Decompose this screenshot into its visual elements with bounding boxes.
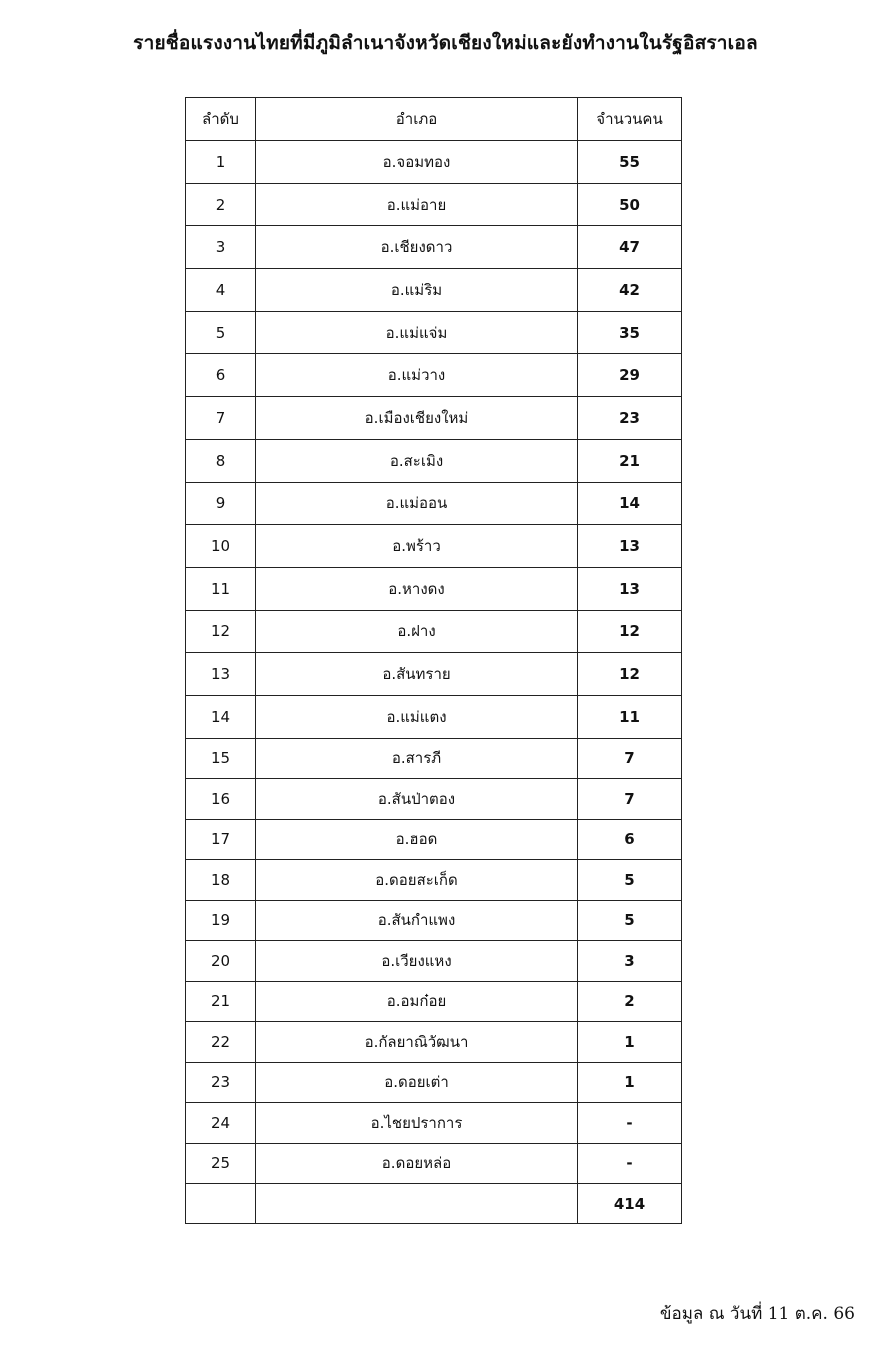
row-district: อ.เวียงแหง: [256, 941, 578, 982]
header-count: จำนวนคน: [578, 98, 682, 141]
table-row: [186, 819, 682, 860]
row-district: อ.สันทราย: [256, 653, 578, 696]
table-row: [186, 860, 682, 901]
row-district: อ.เชียงดาว: [256, 226, 578, 269]
row-number: 15: [186, 738, 256, 779]
row-number: 5: [186, 311, 256, 354]
row-number: 4: [186, 269, 256, 312]
row-number: 3: [186, 226, 256, 269]
row-district: อ.ดอยหล่อ: [256, 1143, 578, 1184]
table-row: [186, 397, 682, 440]
row-count: 2: [578, 981, 682, 1022]
row-number: 9: [186, 482, 256, 525]
row-district: อ.หางดง: [256, 567, 578, 610]
table-row: [186, 269, 682, 312]
row-district: อ.พร้าว: [256, 525, 578, 568]
row-district: อ.แม่แตง: [256, 695, 578, 738]
row-district: อ.ดอยสะเก็ด: [256, 860, 578, 901]
row-district: อ.อมก๋อย: [256, 981, 578, 1022]
row-number: 18: [186, 860, 256, 901]
row-count: 5: [578, 900, 682, 941]
row-count: 13: [578, 525, 682, 568]
row-number: 1: [186, 141, 256, 184]
table-row: [186, 1103, 682, 1144]
row-district: อ.ฝาง: [256, 610, 578, 653]
row-count: 1: [578, 1062, 682, 1103]
table-row: [186, 567, 682, 610]
row-count: 42: [578, 269, 682, 312]
table-row: [186, 525, 682, 568]
table-row: [186, 226, 682, 269]
row-count: 55: [578, 141, 682, 184]
total-row: [186, 1184, 682, 1224]
row-number: 10: [186, 525, 256, 568]
row-district: อ.แม่อาย: [256, 183, 578, 226]
row-number: 2: [186, 183, 256, 226]
row-count: 6: [578, 819, 682, 860]
row-count: 7: [578, 738, 682, 779]
table-row: [186, 311, 682, 354]
row-district: อ.แม่แจ่ม: [256, 311, 578, 354]
row-count: 50: [578, 183, 682, 226]
row-number: 19: [186, 900, 256, 941]
table-row: [186, 738, 682, 779]
row-count: 21: [578, 439, 682, 482]
row-count: -: [578, 1143, 682, 1184]
row-district: อ.แม่ริม: [256, 269, 578, 312]
row-number: 22: [186, 1022, 256, 1063]
row-district: อ.สันป่าตอง: [256, 779, 578, 820]
row-count: 35: [578, 311, 682, 354]
row-count: 7: [578, 779, 682, 820]
row-district: อ.เมืองเชียงใหม่: [256, 397, 578, 440]
row-district: อ.ดอยเต่า: [256, 1062, 578, 1103]
row-count: 12: [578, 610, 682, 653]
row-number: 12: [186, 610, 256, 653]
row-number: 8: [186, 439, 256, 482]
table-row: [186, 183, 682, 226]
row-district: อ.แม่วาง: [256, 354, 578, 397]
row-district: อ.ไชยปราการ: [256, 1103, 578, 1144]
row-number: 17: [186, 819, 256, 860]
row-district: อ.แม่ออน: [256, 482, 578, 525]
row-number: 21: [186, 981, 256, 1022]
row-number: 24: [186, 1103, 256, 1144]
row-number: 16: [186, 779, 256, 820]
row-count: 47: [578, 226, 682, 269]
data-date-note: ข้อมูล ณ วันที่ 11 ต.ค. 66: [659, 1304, 855, 1324]
header-no: ลำดับ: [186, 98, 256, 141]
row-number: 14: [186, 695, 256, 738]
table-header-row: [186, 98, 682, 141]
row-number: 23: [186, 1062, 256, 1103]
table-row: [186, 900, 682, 941]
table-row: [186, 653, 682, 696]
row-number: 25: [186, 1143, 256, 1184]
document-title: รายชื่อแรงงานไทยที่มีภูมิลำเนาจังหวัดเชียงใหม่และยังทำงานในรัฐอิสราเอล: [133, 32, 758, 54]
table-row: [186, 941, 682, 982]
row-count: 23: [578, 397, 682, 440]
table-row: [186, 354, 682, 397]
table-row: [186, 1062, 682, 1103]
row-count: 5: [578, 860, 682, 901]
row-count: 29: [578, 354, 682, 397]
row-number: 7: [186, 397, 256, 440]
table-row: [186, 779, 682, 820]
total-empty-cell: [256, 1184, 578, 1224]
header-district: อำเภอ: [256, 98, 578, 141]
row-district: อ.กัลยาณิวัฒนา: [256, 1022, 578, 1063]
row-number: 20: [186, 941, 256, 982]
row-district: อ.ฮอด: [256, 819, 578, 860]
row-district: อ.จอมทอง: [256, 141, 578, 184]
table-row: [186, 1022, 682, 1063]
row-count: 13: [578, 567, 682, 610]
row-number: 6: [186, 354, 256, 397]
row-count: 14: [578, 482, 682, 525]
table-row: [186, 981, 682, 1022]
table-row: [186, 695, 682, 738]
row-count: 3: [578, 941, 682, 982]
row-district: อ.สะเมิง: [256, 439, 578, 482]
row-count: 12: [578, 653, 682, 696]
row-district: อ.สันกำแพง: [256, 900, 578, 941]
district-worker-table: [185, 97, 682, 1224]
row-district: อ.สารภี: [256, 738, 578, 779]
table-row: [186, 610, 682, 653]
table-row: [186, 482, 682, 525]
table-row: [186, 1143, 682, 1184]
row-number: 11: [186, 567, 256, 610]
total-count: 414: [578, 1184, 682, 1224]
row-number: 13: [186, 653, 256, 696]
row-count: 11: [578, 695, 682, 738]
table-row: [186, 439, 682, 482]
row-count: 1: [578, 1022, 682, 1063]
row-count: -: [578, 1103, 682, 1144]
table-row: [186, 141, 682, 184]
total-empty-cell: [186, 1184, 256, 1224]
